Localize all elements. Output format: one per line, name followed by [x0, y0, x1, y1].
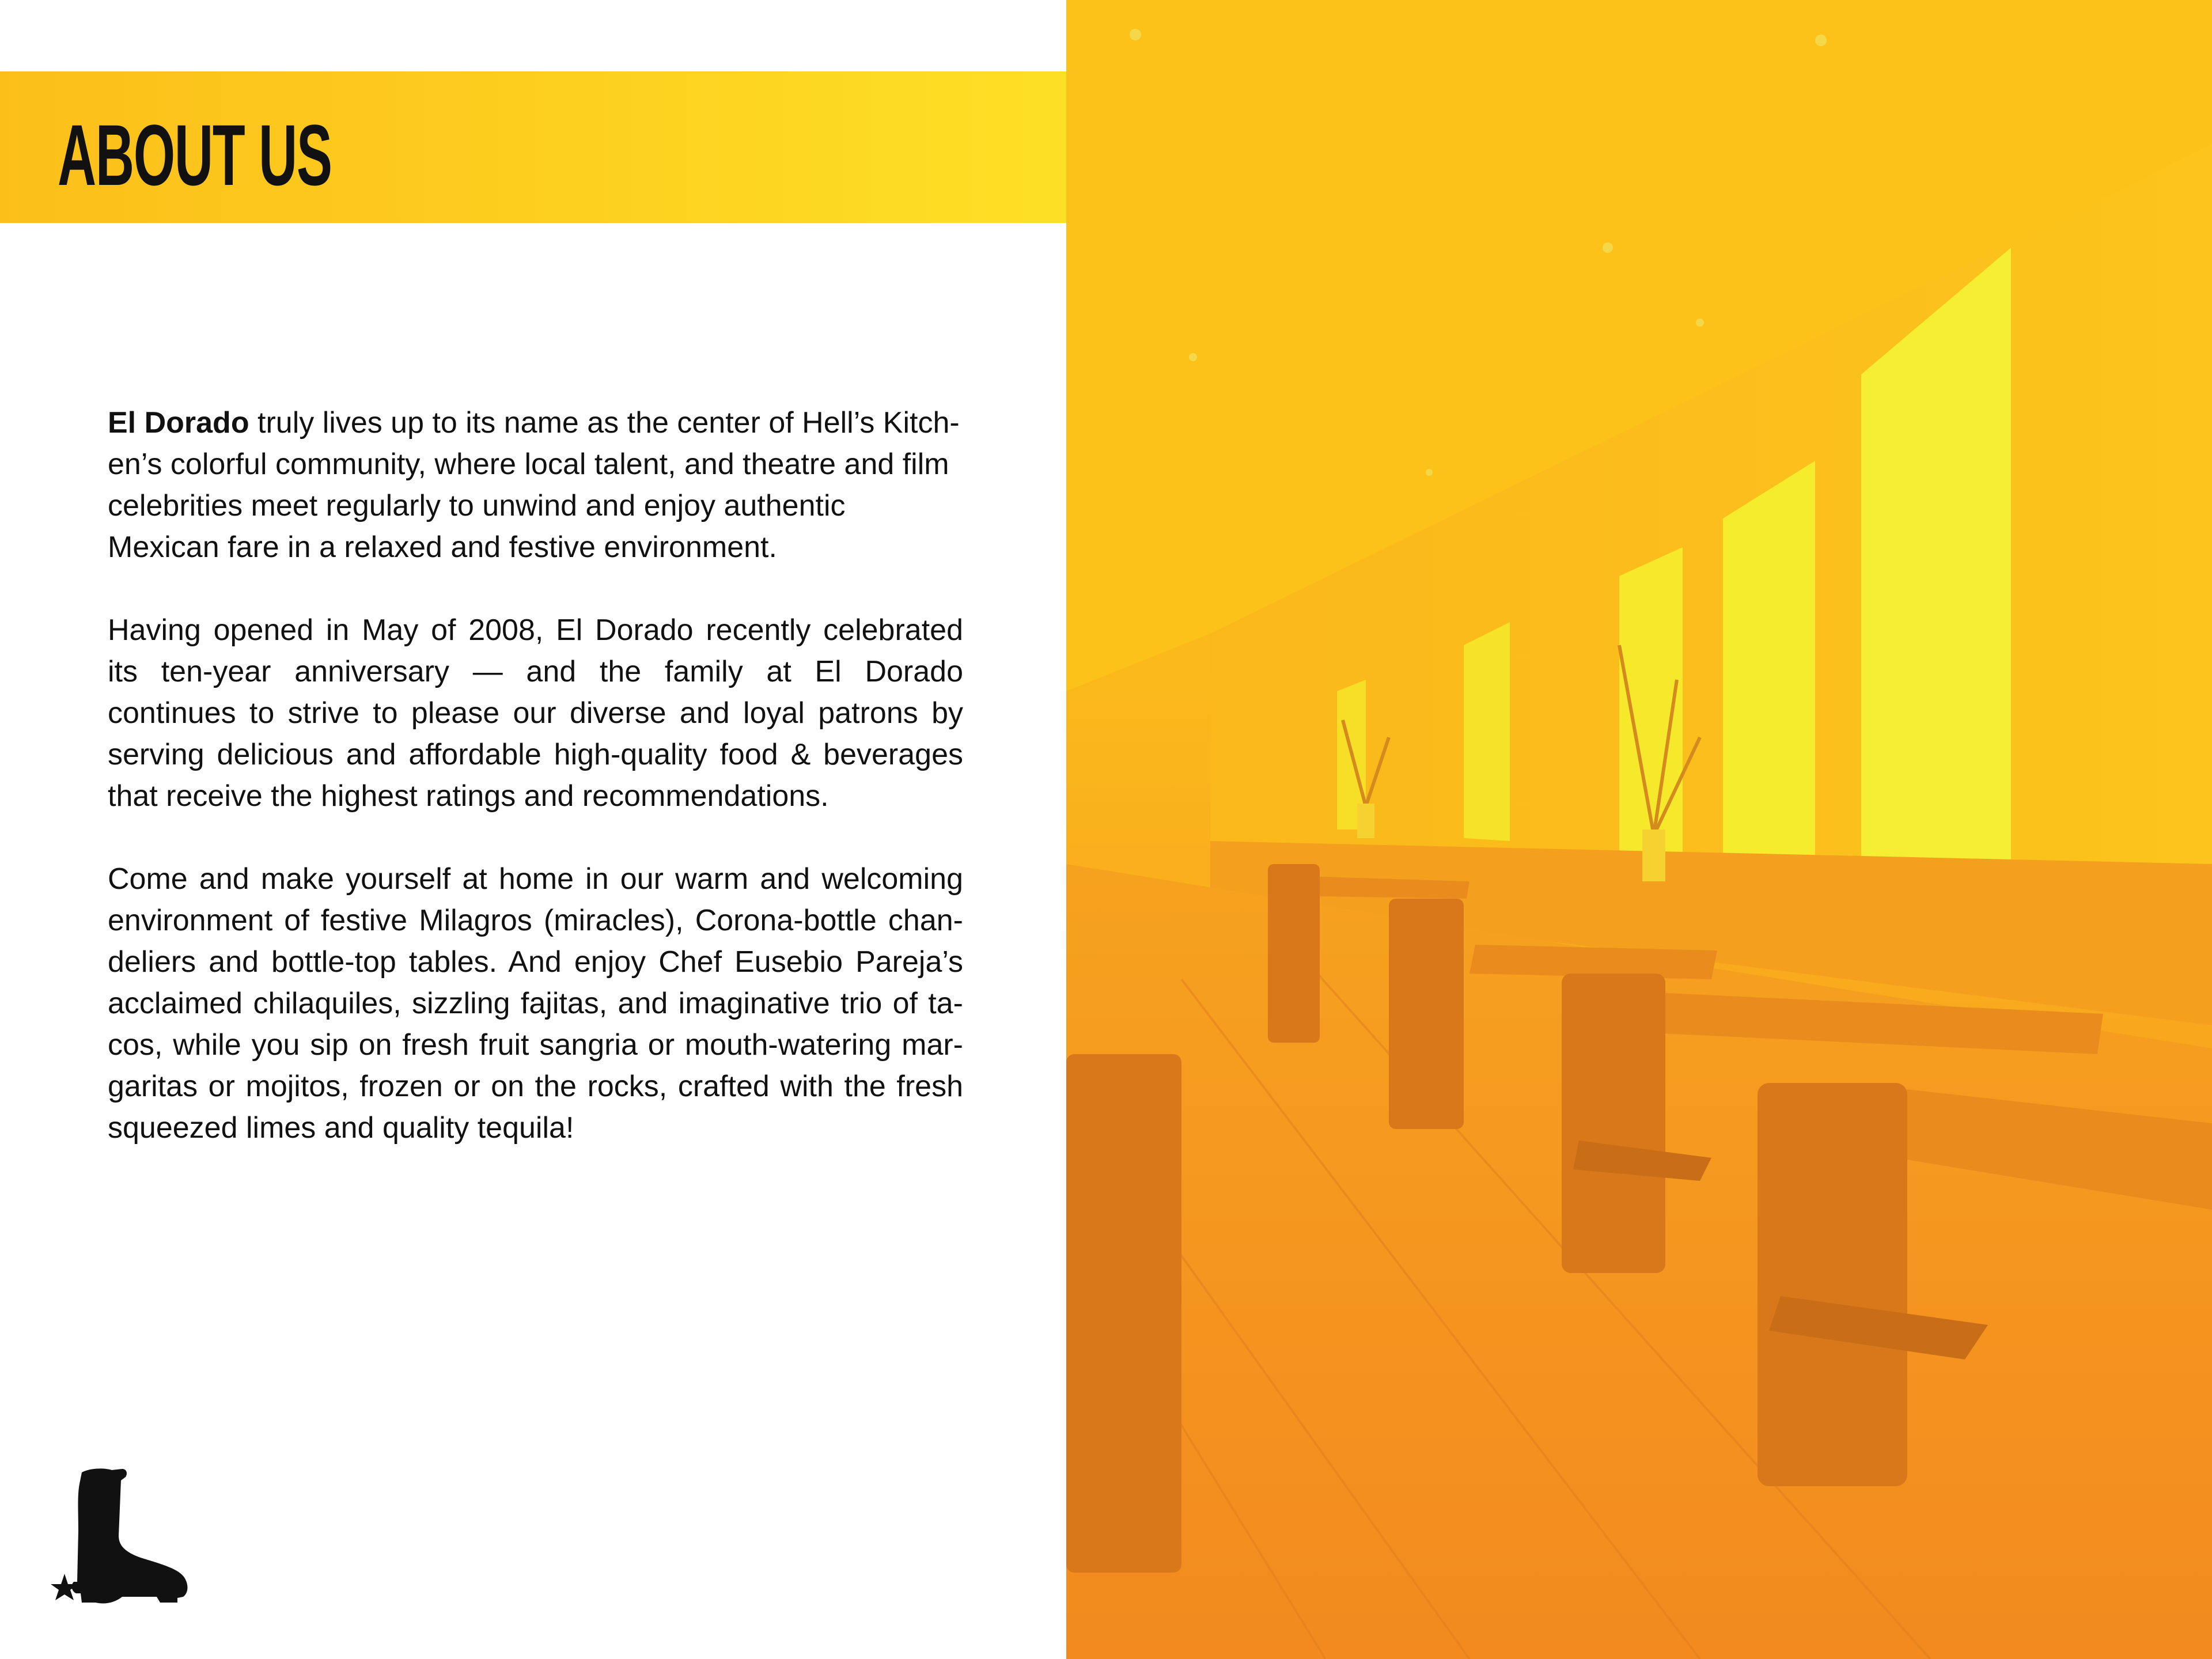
paragraph-history: Having opened in May of 2008, El Dorado recently celebrated its ten-year anniversary — and the family at El Dorado continues to strive to please our diverse and loyal patrons by serving delicious and affordable high-quality food & beverages that receive the highest ratings and recommendations.	[108, 613, 963, 813]
page-title: ABOUT US	[58, 107, 332, 203]
restaurant-name: El Dorado	[108, 406, 249, 440]
cowboy-boot-icon	[47, 1467, 197, 1611]
text-column	[0, 0, 1066, 1659]
about-text	[108, 402, 963, 1190]
restaurant-photo	[1066, 0, 2212, 1659]
title-band	[0, 71, 1066, 223]
paragraph-intro-text: truly lives up to its name as the center of Hell’s Kitch-en’s colorful community, where local talent, and theatre and film celebrities meet regularly to unwind and enjoy authentic Mexican fare in a relaxed and festive environment.	[108, 406, 960, 564]
paragraph-invitation: Come and make yourself at home in our warm and welcoming environment of festive Milagros (miracles), Corona-bottle chan-deliers and bottle-top tables. And enjoy Chef Eusebio Pareja’s acclaimed chilaquiles, sizzling fajitas, and imaginative trio of ta-cos, while you sip on fresh fruit sangria or mouth-watering mar-garitas or mojitos, frozen or on the rocks, crafted with the fresh squeezed limes and quality tequila!	[108, 862, 963, 1145]
paragraph-intro	[108, 402, 963, 568]
dining-room-illustration	[1066, 0, 2212, 1659]
